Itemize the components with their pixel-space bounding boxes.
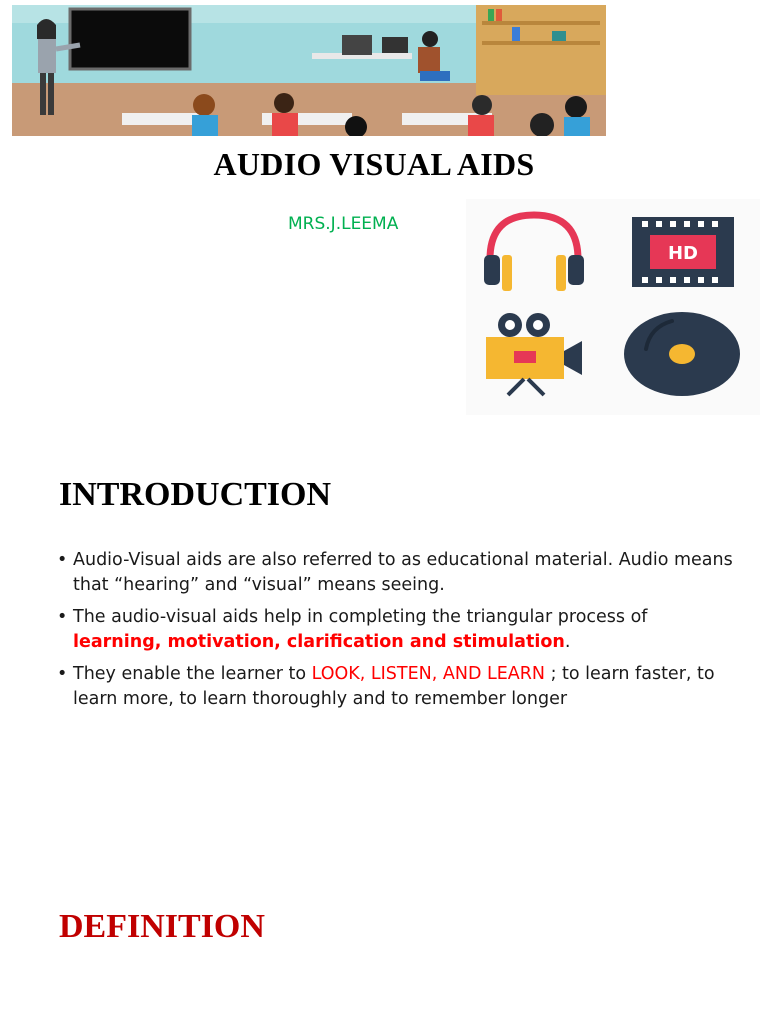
bullet-item — [57, 548, 737, 598]
bullet-dot-icon: • — [57, 664, 68, 684]
bullet-item — [57, 605, 737, 655]
bullet-item — [57, 662, 737, 712]
bullet-highlight: learning, motivation, clarification and stimulation — [73, 632, 565, 652]
introduction-bullet-list — [57, 548, 737, 719]
classroom-banner-image — [12, 5, 606, 136]
hd-film-icon — [632, 217, 734, 287]
bullet-text-end: ; to learn faster, to learn more, to learn thoroughly and to remember longer — [73, 664, 715, 709]
media-icons-grid — [466, 199, 760, 415]
hd-badge-text: HD — [667, 243, 699, 264]
bullet-text: They enable the learner to — [73, 664, 312, 684]
author-name: MRS.J.LEEMA — [288, 214, 399, 234]
presentation-title: AUDIO VISUAL AIDS — [213, 146, 535, 182]
bullet-dot-icon: • — [57, 550, 68, 570]
bullet-highlight: LOOK, LISTEN, AND LEARN — [311, 664, 546, 684]
bullet-text: Audio-Visual aids are also referred to as educational material. Audio means that “hearing” and “visual” means seeing. — [73, 550, 733, 595]
vinyl-disc-icon — [624, 312, 740, 396]
bullet-text-end: . — [564, 632, 571, 652]
bullet-dot-icon: • — [57, 607, 68, 627]
bullet-text: The audio-visual aids help in completing the triangular process of — [73, 607, 648, 627]
introduction-heading: INTRODUCTION — [59, 476, 332, 513]
definition-heading: DEFINITION — [59, 908, 265, 945]
